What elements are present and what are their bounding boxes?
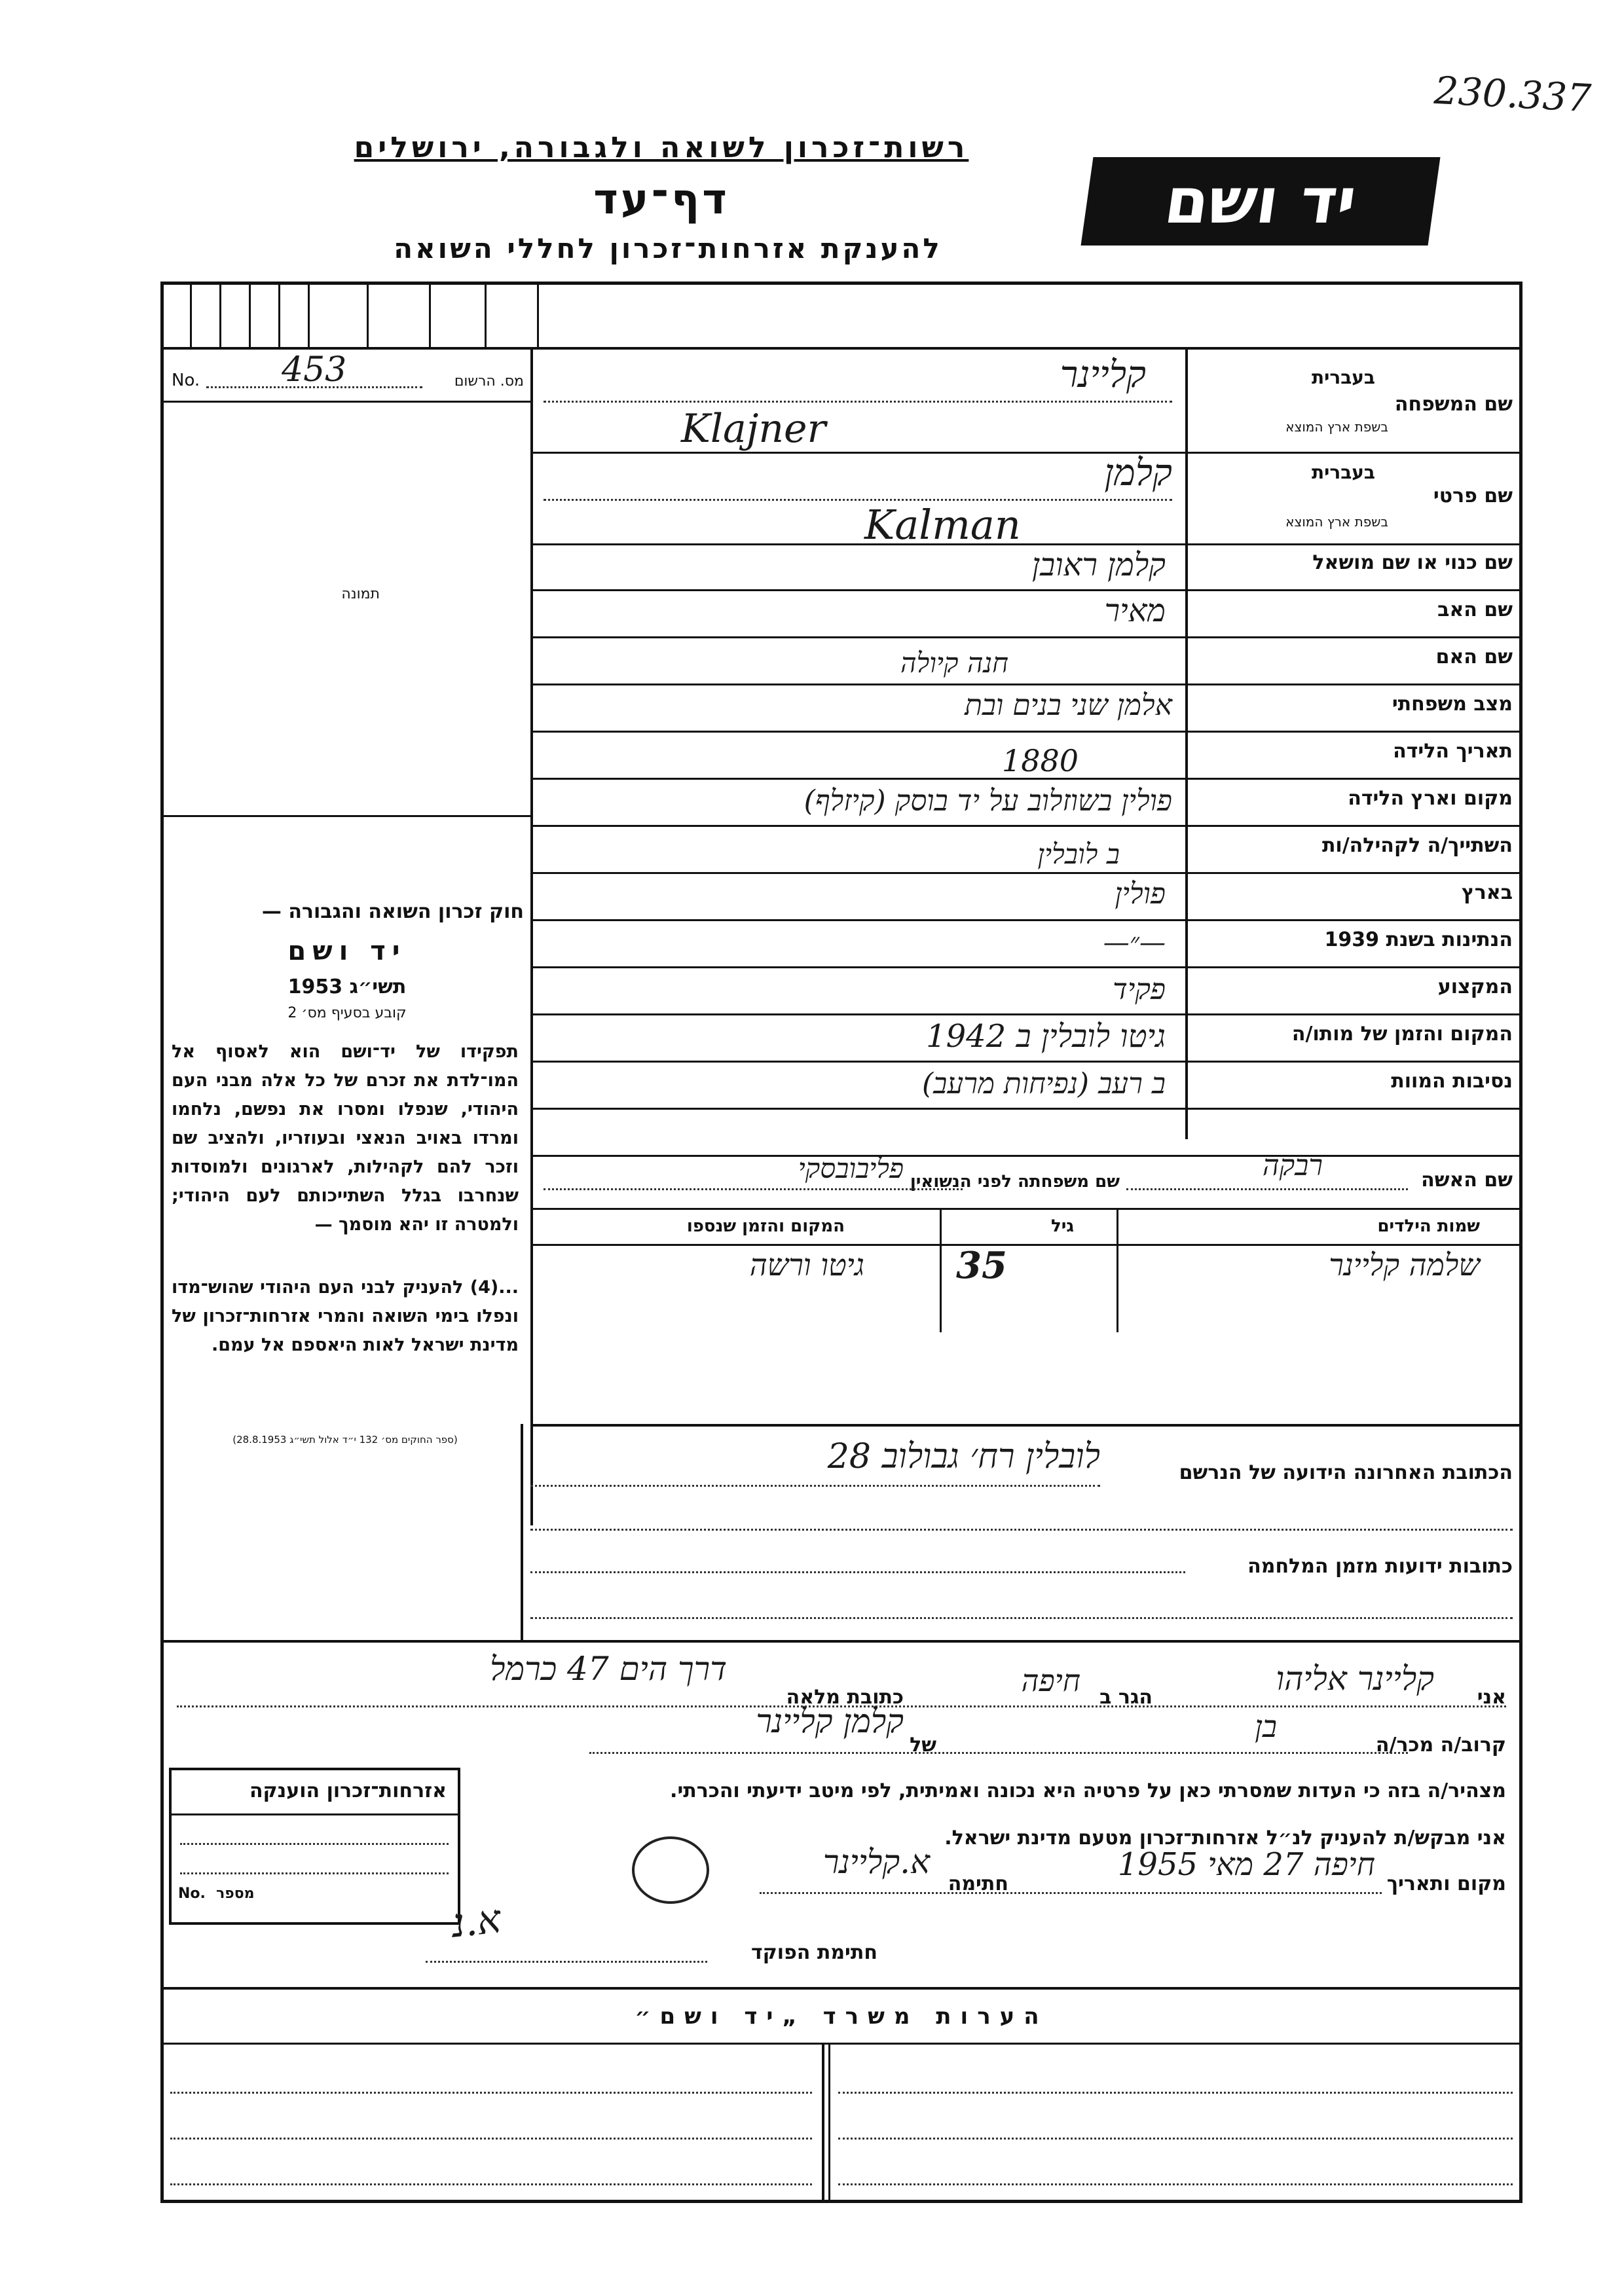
citizenship-box-no: No.	[178, 1886, 206, 1902]
firstname-label: שם פרטי	[1433, 484, 1513, 507]
birthdate-value: 1880	[1002, 743, 1079, 778]
maiden-value: פליבובסקי	[798, 1152, 904, 1184]
signature-flourish	[632, 1836, 709, 1904]
surname-hebrew-value: קליינר	[1060, 354, 1146, 396]
declaration-i-label: אני	[1477, 1686, 1506, 1709]
maiden-label: שם משפחתה לפני הנשואין	[910, 1172, 1120, 1192]
wife-value: רבקה	[1262, 1149, 1323, 1182]
place-date-value: חיפה 27 מאי 1955	[1117, 1846, 1375, 1883]
office-notes-title: הערות משרד „יד ושם״	[635, 2003, 1048, 2030]
father-label: שם האב	[1437, 598, 1513, 621]
form-subtitle: להענקת אזרחות־זכרון לחללי השואה	[394, 232, 942, 264]
law-paragraph-2: ...(4) להעניק לבני העם היהודי שהוש־מדו ונפלו בימי השואה והמרי אזרחות־זכרון של מדינת ישראל לאות היאספם אל עמם.	[172, 1277, 519, 1355]
declaration-i-value: קליינר אליהו	[1276, 1660, 1434, 1698]
child-name-value: שלמה קליינר	[1329, 1247, 1480, 1283]
place-date-label: מקום ותאריך	[1386, 1872, 1506, 1895]
mother-value: חנה קיולה	[900, 647, 1008, 679]
officer-signature-label: חתימת הפוקד	[751, 1941, 877, 1964]
father-value: מאיר	[1104, 592, 1166, 629]
firstname-latin-value: Kalman	[864, 501, 1021, 549]
citizenship-value: —״—	[1103, 928, 1166, 958]
nickname-value: קלמן ראובן	[1031, 547, 1166, 583]
authority-line: רשות־זכרון לשואה ולגבורה, ירושלים	[354, 131, 969, 164]
place-time-label: המקום והזמן שנספו	[686, 1216, 845, 1236]
signature-label: חתימה	[948, 1872, 1008, 1895]
full-address-label: כתובת מלאה	[786, 1686, 904, 1709]
firstname-in-hebrew: בעברית	[1311, 462, 1375, 483]
age-label: גיל	[1050, 1216, 1074, 1236]
death-label: המקום והזמן של מותו/ה	[1291, 1023, 1513, 1046]
form-title: דף־עד	[593, 175, 729, 224]
war-address-label: כתובות ידועות מזמן המלחמה	[1247, 1555, 1513, 1578]
of-value: קלמן קליינר	[756, 1702, 904, 1740]
firstname-in-origin-lang: בשפת ארץ המוצא	[1285, 514, 1388, 530]
relative-value: בן	[1255, 1709, 1277, 1744]
yad-vashem-logo: יד ושם	[1081, 157, 1441, 246]
wife-label: שם האשה	[1421, 1169, 1513, 1192]
cause-value: ב רעב (נפיחות מרעב)	[921, 1067, 1166, 1101]
birthdate-label: תאריך הלידה	[1393, 740, 1513, 763]
law-title: חוק זכרון השואה והגבורה —	[261, 900, 524, 923]
law-year: תשי״ג 1953	[287, 975, 407, 998]
law-paragraph-1: תפקידו של יד־ושם הוא לאסוף אל המו־לדת את זכרם של כל אלה מבני העם היהודי, שנפלו ומסרו את נפשם, נלחמו ומרדו באויב הנאצי ובעוזריו, ולהציב שם וזכר להם לקהילות, לארגונים ולמוסדות שנחרבו בגלל השתייכותם לעם היהודי; ולמטרה זו יהא מוסמך —	[172, 1042, 519, 1235]
children-label: שמות הילדים	[1377, 1216, 1480, 1236]
country-label: בארץ	[1461, 881, 1513, 904]
profession-label: המקצוע	[1437, 975, 1513, 998]
surname-in-origin-lang: בשפת ארץ המוצא	[1285, 419, 1388, 435]
citizenship-box-title: אזרחות־זכרון הוענקה	[249, 1779, 447, 1802]
surname-latin-value: Klajner	[681, 406, 826, 452]
nickname-label: שם כנוי או שם מושאל	[1312, 551, 1513, 574]
mother-label: שם האם	[1435, 646, 1513, 668]
birthplace-value: פולין בשוזלוב על יד בוסק (קיזלף)	[803, 784, 1172, 818]
archive-number: 230.337	[1433, 67, 1593, 121]
relative-label: קרוב/ה מכר/ה	[1375, 1734, 1506, 1757]
law-citation: (ספר החוקים מס׳ 132 י״ד אלול תשי״ג 28.8.1953)	[232, 1434, 458, 1446]
officer-signature-value: א.נ	[449, 1896, 504, 1947]
community-label: השתייך/ה לקהילה/ות	[1321, 834, 1513, 857]
child-place-value: גיטו ורשה	[749, 1247, 864, 1283]
surname-label: שם המשפחה	[1394, 393, 1513, 416]
registration-no-label: No.	[172, 371, 200, 390]
of-label: של	[910, 1734, 936, 1757]
photo-label: תמונה	[341, 586, 380, 602]
cause-label: נסיבות המוות	[1391, 1070, 1513, 1093]
law-section: קובע בסעיף מס׳ 2	[287, 1005, 407, 1021]
registration-number: 453	[282, 350, 347, 390]
profession-value: פקיד	[1113, 973, 1166, 1006]
country-value: פולין	[1115, 877, 1166, 911]
statement-1: מצהיר/ה בזה כי העדות שמסרתי כאן על פרטיה היא נכונה ואמיתית, לפי מיטב ידיעתי והכרתי.	[670, 1779, 1506, 1802]
citizenship-label: הנתינות בשנת 1939	[1324, 928, 1513, 951]
community-value: ב לובלין	[1037, 838, 1120, 870]
birthplace-label: מקום וארץ הלידה	[1348, 787, 1513, 810]
law-name: יד ושם	[287, 936, 407, 966]
firstname-hebrew-value: קלמן	[1104, 452, 1172, 494]
death-value: גיטו לובלין ב 1942	[926, 1018, 1166, 1055]
statement-2: אני מבקש/ת להעניק לנ״ל אזרחות־זכרון מטעם מדינת ישראל.	[944, 1827, 1506, 1850]
signature-value: א.קליינר	[822, 1843, 930, 1881]
full-address-value: דרך הים 47 כרמל	[490, 1650, 727, 1688]
last-address-value: לובלין רח׳ גבולוב 28	[827, 1437, 1100, 1476]
surname-in-hebrew: בעברית	[1311, 367, 1375, 388]
last-address-label: הכתובת האחרונה הידועה של הנרשם	[1179, 1461, 1513, 1484]
resides-label: הגר ב	[1099, 1686, 1153, 1709]
citizenship-box-number-label: מספר	[216, 1886, 255, 1902]
resides-value: חיפה	[1021, 1663, 1080, 1698]
marital-label: מצב משפחתי	[1392, 693, 1513, 716]
child-age-value: 35	[956, 1244, 1007, 1287]
registration-label: מס. הרשום	[454, 373, 524, 390]
marital-value: אלמן שני בנים ובת	[964, 689, 1172, 722]
